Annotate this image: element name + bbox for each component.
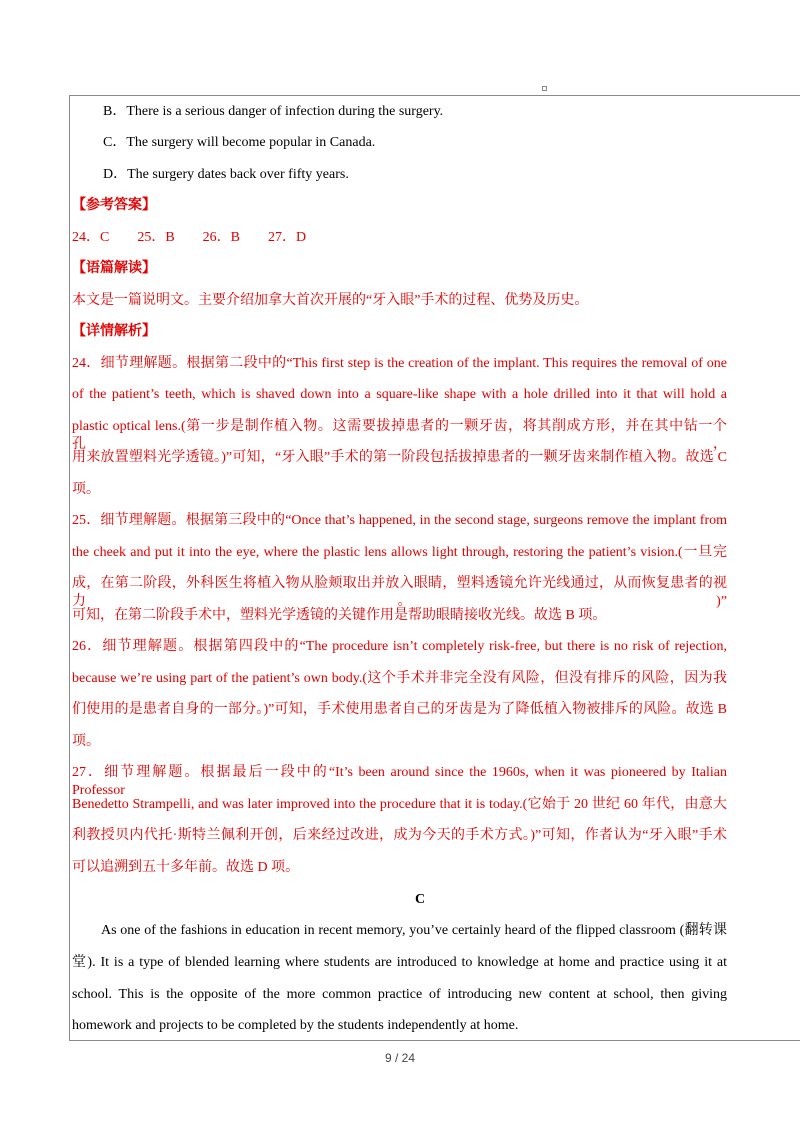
option-d: D．The surgery dates back over fifty years. (103, 167, 349, 182)
analysis-24-line: of the patient’s teeth, which is shaved down into a square-like shape with a hole drilled into it that will hold a (72, 387, 727, 402)
answer-list: 24．C 25．B 26．B 27．D (72, 230, 307, 245)
analysis-26-line: 26．细节理解题。根据第四段中的“The procedure isn’t completely risk-free, but there is no risk of rejection, (72, 639, 727, 654)
option-b: B．There is a serious danger of infection during the surgery. (103, 104, 444, 119)
analysis-heading: 【详情解析】 (72, 324, 156, 339)
option-c: C．The surgery will become popular in Canada. (103, 135, 376, 150)
passage-line: school. This is the opposite of the more common practice of introducing new content at school, then giving (72, 987, 727, 1002)
analysis-24-line: 用来放置塑料光学透镜。)”可知，“牙入眼”手术的第一阶段包括拔掉患者的一颗牙齿来制作植入物。故选 C (72, 450, 727, 465)
reading-summary: 本文是一篇说明文。主要介绍加拿大首次开展的“牙入眼”手术的过程、优势及历史。 (72, 293, 589, 308)
analysis-26-line: because we’re using part of the patient’s own body.(这个手术并非完全没有风险，但没有排斥的风险，因为我 (72, 671, 727, 686)
analysis-27-line: 27．细节理解题。根据最后一段中的“It’s been around since the 1960s, when it was pioneered by Italian Professor (72, 765, 727, 798)
passage-line: homework and projects to be completed by the students independently at home. (72, 1018, 519, 1033)
section-title: C (414, 892, 426, 907)
analysis-27-line: 可以追溯到五十多年前。故选 D 项。 (72, 860, 300, 875)
answer-heading: 【参考答案】 (72, 198, 156, 213)
analysis-27-line: Benedetto Strampelli, and was later improved into the procedure that it is today.(它始于 20 世纪 60 年代，由意大 (72, 797, 727, 812)
passage-line: 堂). It is a type of blended learning where students are introduced to knowledge at home and practice using it at (72, 955, 727, 970)
analysis-26-line: 项。 (72, 734, 100, 749)
analysis-25-line: 25．细节理解题。根据第三段中的“Once that’s happened, in the second stage, surgeons remove the implant from (72, 513, 727, 528)
analysis-27-line: 利教授贝内代托·斯特兰佩利开创，后来经过改进，成为今天的手术方式。)”可知，作者认为“牙入眼”手术 (72, 828, 727, 843)
analysis-24-line: 项。 (72, 482, 100, 497)
analysis-26-line: 们使用的是患者自身的一部分。)”可知，手术使用患者自己的牙齿是为了降低植入物被排斥的风险。故选 B (72, 702, 727, 717)
passage-line: As one of the fashions in education in recent memory, you’ve certainly heard of the flipped classroom (翻转课 (101, 923, 727, 938)
header-marker (542, 86, 547, 91)
analysis-25-line: 可知，在第二阶段手术中，塑料光学透镜的关键作用是帮助眼睛接收光线。故选 B 项。 (72, 608, 607, 623)
analysis-24-line: plastic optical lens.(第一步是制作植入物。这需要拔掉患者的一颗牙齿，将其削成方形，并在其中钻一个孔， (72, 419, 727, 452)
analysis-25-line: the cheek and put it into the eye, where the plastic lens allows light through, restoring the patient’s vision.(一旦完 (72, 545, 727, 560)
page-number: 9 / 24 (384, 1051, 416, 1065)
analysis-25-line: 成，在第二阶段，外科医生将植入物从脸颊取出并放入眼睛，塑料透镜允许光线通过，从而恢复患者的视力。)” (72, 576, 727, 609)
analysis-24-line: 24．细节理解题。根据第二段中的“This first step is the creation of the implant. This requires the removal of one (72, 356, 727, 371)
reading-heading: 【语篇解读】 (72, 261, 156, 276)
